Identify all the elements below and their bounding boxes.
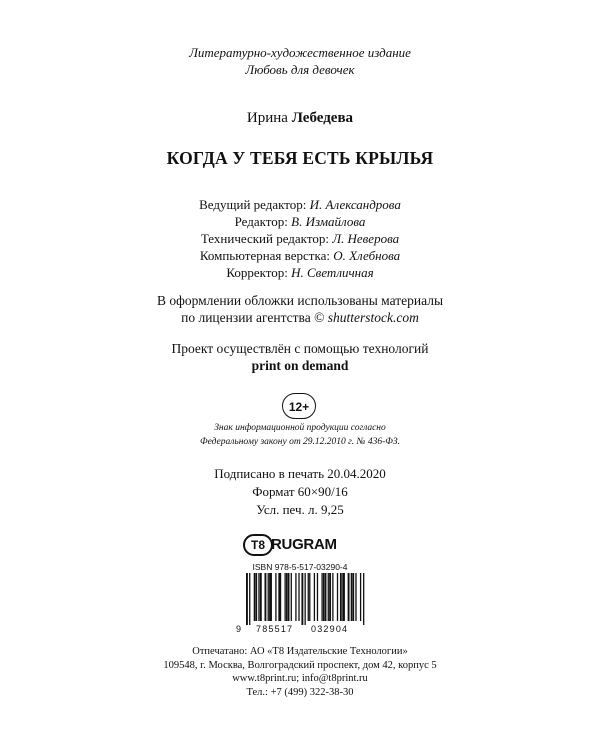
barcode-bar [260,573,262,621]
barcode-bar [291,573,292,621]
barcode-bar [329,573,331,621]
barcode-bar [249,573,250,625]
credit-row [0,247,600,264]
cover-note-prefix: по лицензии агентства © [181,310,328,325]
barcode-bar [275,573,276,621]
barcode-bar [314,573,315,621]
credit-role: Ведущий редактор: [199,197,310,212]
credit-role: Корректор: [226,265,292,280]
book-format: Формат 60×90/16 [252,484,348,499]
barcode-bar [288,573,290,621]
barcode-bar [309,573,310,621]
credit-name: О. Хлебнова [333,248,401,263]
printer-line-2: 109548, г. Москва, Волгоградский проспект, дом 42, корпус 5 [163,659,437,671]
law-note-line-2: Федеральному закону от 29.12.2010 г. № 436-ФЗ. [200,437,400,447]
barcode-bar [255,573,257,621]
credit-role: Компьютерная верстка: [199,248,334,263]
credit-role: Технический редактор: [200,231,333,246]
barcode-bar [348,573,350,621]
credit-name: В. Измайлова [291,214,366,229]
author-first-name: Ирина [246,110,288,126]
project-line-2: print on demand [251,358,349,373]
series-line-1: Литературно-художественное издание [189,45,411,60]
printer-line-3: www.t8print.ru; info@t8print.ru [232,673,368,684]
barcode-bar [341,573,342,621]
credits-block [0,196,600,281]
barcode-bar [325,573,327,621]
barcode-bar [268,573,269,621]
book-title: КОГДА У ТЕБЯ ЕСТЬ КРЫЛЬЯ [166,148,434,168]
barcode-bar [285,573,286,621]
cover-note-line-2 [0,310,600,326]
barcode-bar [246,573,248,625]
author-name [0,110,600,127]
barcode-bar [305,573,306,625]
printed-sheets: Усл. печ. л. 9,25 [256,502,344,517]
barcode-right-group: 032904 [311,624,349,634]
printer-info [0,645,600,699]
barcode-bar [317,573,318,621]
t8-logo-mark: T8 [243,534,273,556]
barcode-bar [258,573,259,621]
law-note-line-1: Знак информационной продукции согласно [214,423,386,433]
barcode-bar [323,573,324,621]
barcode-bar [337,573,338,621]
barcode-bar [280,573,281,621]
barcode-bar [343,573,345,621]
printer-line-4: Тел.: +7 (499) 322-38-30 [246,686,354,698]
credit-name: Л. Неверова [332,231,400,246]
credit-name: Н. Светличная [291,265,374,280]
cover-note-line-1: В оформлении обложки использованы материалы [156,293,444,308]
barcode-bar [328,573,329,621]
barcode-bar [308,573,309,621]
barcode-bar [298,573,299,621]
barcode-bar [301,573,303,625]
credit-name: И. Александрова [309,197,401,212]
barcode-bar [271,573,272,621]
barcode-bar [351,573,352,621]
cover-note-source: shutterstock.com [327,310,419,325]
barcode-first-digit: 9 [236,624,242,634]
credit-row [0,230,600,247]
barcode-bar [321,573,322,621]
credit-row [0,196,600,213]
barcode-bar [363,573,364,625]
barcode-bar [332,573,333,621]
printer-line-1: Отпечатано: АО «Т8 Издательские Технологии» [192,646,408,657]
credit-role: Редактор: [234,214,292,229]
isbn-number: ISBN 978-5-517-03290-4 [252,562,348,572]
barcode-bar [355,573,356,621]
t8-rugram-logo [243,534,361,556]
credit-row [0,264,600,281]
barcode-bar [295,573,296,621]
series-line-2: Любовь для девочек [245,62,355,77]
barcode-bar [340,573,341,621]
barcode-bar [254,573,255,621]
signed-date: Подписано в печать 20.04.2020 [214,466,386,481]
barcode-bars [243,573,365,625]
barcode-left-group: 785517 [256,624,294,634]
age-rating-badge: 12+ [282,393,316,419]
barcode-bar [286,573,287,621]
isbn-barcode [243,573,365,625]
author-last-name: Лебедева [291,110,354,126]
project-line-1: Проект осуществлён с помощью технологий [171,341,429,356]
barcode-bar [360,573,361,621]
rugram-logo-text: RUGRAM [271,536,337,553]
barcode-bar [264,573,266,621]
credit-row [0,213,600,230]
barcode-bar [352,573,354,621]
